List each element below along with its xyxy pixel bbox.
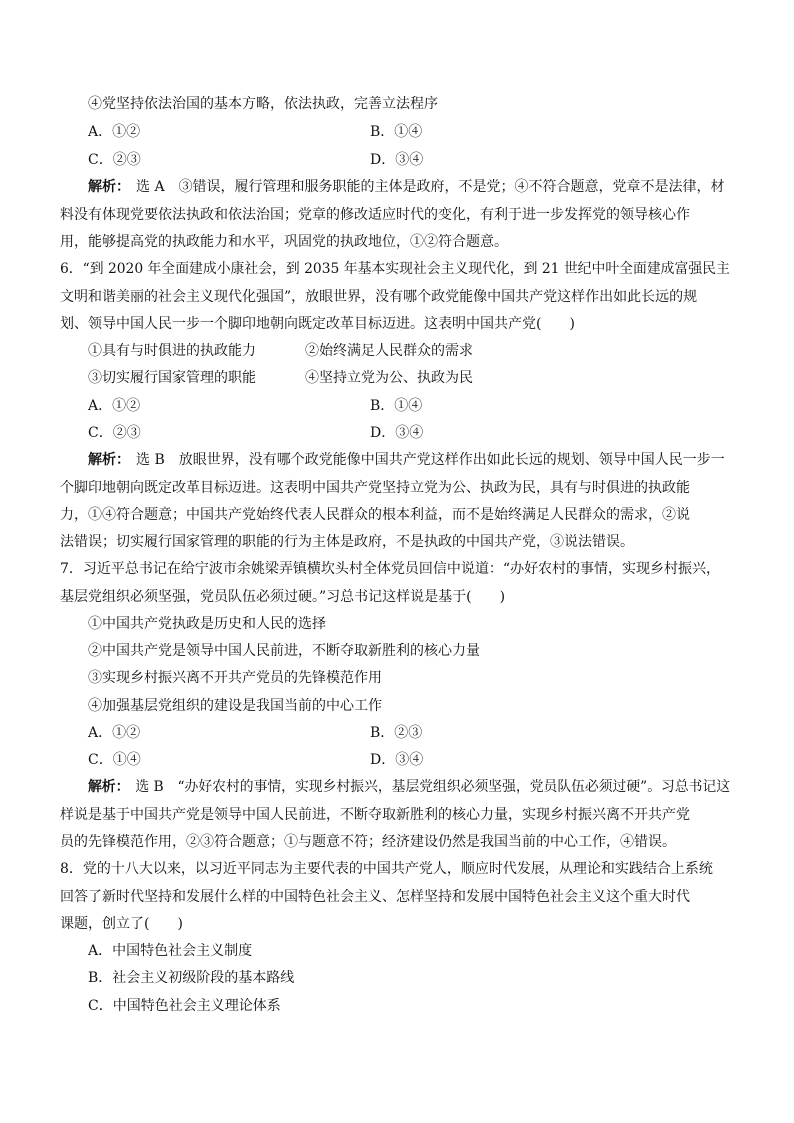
q7-option-b: B．②③ bbox=[370, 725, 423, 741]
q6-option-d: D．③④ bbox=[370, 425, 424, 441]
q7-stem-line-1: 7．习近平总书记在给宁波市余姚梁弄镇横坎头村全体党员回信中说道：“办好农村的事情，实现乡村振兴， bbox=[60, 561, 721, 577]
q7-option-a: A．①② bbox=[88, 725, 141, 741]
q6-stem-line-1: 6．“到 2020 年全面建成小康社会，到 2035 年基本实现社会主义现代化，到 21 世纪中叶全面建成富强民主 bbox=[60, 261, 730, 277]
q7-stem-line-2: 基层党组织必须坚强，党员队伍必须过硬。”习总书记这样说是基于( ) bbox=[60, 589, 506, 605]
analysis-label: 解析： bbox=[88, 452, 130, 468]
q6-option-b: B．①④ bbox=[370, 398, 423, 414]
q6-statement-3: ③切实履行国家管理的职能 bbox=[88, 370, 256, 386]
q7-analysis-line-2: 样说是基于中国共产党是领导中国人民前进，不断夺取新胜利的核心力量，实现乡村振兴离不开共产党 bbox=[60, 807, 690, 823]
q7-analysis-line-1 bbox=[88, 777, 730, 797]
analysis-text: 选 A ③错误，履行管理和服务职能的主体是政府，不是党；④不符合题意，党章不是法律，材 bbox=[136, 179, 725, 195]
q5-option-d: D．③④ bbox=[370, 152, 424, 168]
q6-stem-line-3: 划、领导中国人民一步一个脚印地朝向既定改革目标迈进。这表明中国共产党( ) bbox=[60, 316, 575, 332]
q8-stem-line-2: 回答了新时代坚持和发展什么样的中国特色社会主义、怎样坚持和发展中国特色社会主义这个重大时代 bbox=[60, 889, 690, 905]
q5-analysis-line-1 bbox=[88, 177, 725, 197]
q5-analysis-line-2: 料没有体现党要依法执政和依法治国；党章的修改适应时代的变化，有利于进一步发挥党的领导核心作 bbox=[60, 207, 690, 223]
q7-statement-2: ②中国共产党是领导中国人民前进，不断夺取新胜利的核心力量 bbox=[88, 643, 480, 659]
q8-option-a: A．中国特色社会主义制度 bbox=[88, 943, 253, 959]
q7-option-d: D．③④ bbox=[370, 752, 424, 768]
q7-option-c: C．①④ bbox=[88, 752, 141, 768]
q7-statement-1: ①中国共产党执政是历史和人民的选择 bbox=[88, 616, 326, 632]
q7-statement-3: ③实现乡村振兴离不开共产党员的先锋模范作用 bbox=[88, 670, 382, 686]
q8-option-b: B．社会主义初级阶段的基本路线 bbox=[88, 970, 295, 986]
q8-stem-line-1: 8．党的十八大以来，以习近平同志为主要代表的中国共产党人，顺应时代发展，从理论和实践结合上系统 bbox=[60, 861, 713, 877]
q6-statement-4: ④坚持立党为公、执政为民 bbox=[305, 370, 473, 386]
q5-statement-4: ④党坚持依法治国的基本方略，依法执政，完善立法程序 bbox=[88, 96, 438, 112]
analysis-label: 解析： bbox=[88, 779, 130, 795]
q6-statement-2: ②始终满足人民群众的需求 bbox=[305, 343, 473, 359]
q6-analysis-line-2: 个脚印地朝向既定改革目标迈进。这表明中国共产党坚持立党为公、执政为民，具有与时俱进的执政能 bbox=[60, 480, 690, 496]
analysis-text: 选 B “办好农村的事情，实现乡村振兴，基层党组织必须坚强，党员队伍必须过硬”。习总书记这 bbox=[135, 779, 731, 795]
q6-analysis-line-4: 法错误；切实履行国家管理的职能的行为主体是政府，不是执政的中国共产党，③说法错误。 bbox=[60, 534, 634, 550]
q5-option-c: C．②③ bbox=[88, 152, 141, 168]
analysis-label: 解析： bbox=[88, 179, 130, 195]
analysis-text: 选 B 放眼世界，没有哪个政党能像中国共产党这样作出如此长远的规划、领导中国人民一步一 bbox=[136, 452, 725, 468]
q8-stem-line-3: 课题，创立了( ) bbox=[60, 916, 183, 932]
q7-analysis-line-3: 员的先锋模范作用，②③符合题意；①与题意不符；经济建设仍然是我国当前的中心工作，④错误。 bbox=[60, 834, 676, 850]
q7-statement-4: ④加强基层党组织的建设是我国当前的中心工作 bbox=[88, 698, 382, 714]
q6-option-c: C．②③ bbox=[88, 425, 141, 441]
q6-option-a: A．①② bbox=[88, 398, 141, 414]
q6-analysis-line-1 bbox=[88, 450, 725, 470]
q5-option-a: A．①② bbox=[88, 124, 141, 140]
q6-analysis-line-3: 力，①④符合题意；中国共产党始终代表人民群众的根本利益，而不是始终满足人民群众的需求，②说 bbox=[60, 507, 690, 523]
q6-statement-1: ①具有与时俱进的执政能力 bbox=[88, 343, 256, 359]
q8-option-c: C．中国特色社会主义理论体系 bbox=[88, 998, 281, 1014]
q6-stem-line-2: 文明和谐美丽的社会主义现代化强国”，放眼世界，没有哪个政党能像中国共产党这样作出如此长远的规 bbox=[60, 289, 698, 305]
q5-option-b: B．①④ bbox=[370, 124, 423, 140]
q5-analysis-line-3: 用，能够提高党的执政能力和水平，巩固党的执政地位，①②符合题意。 bbox=[60, 234, 508, 250]
